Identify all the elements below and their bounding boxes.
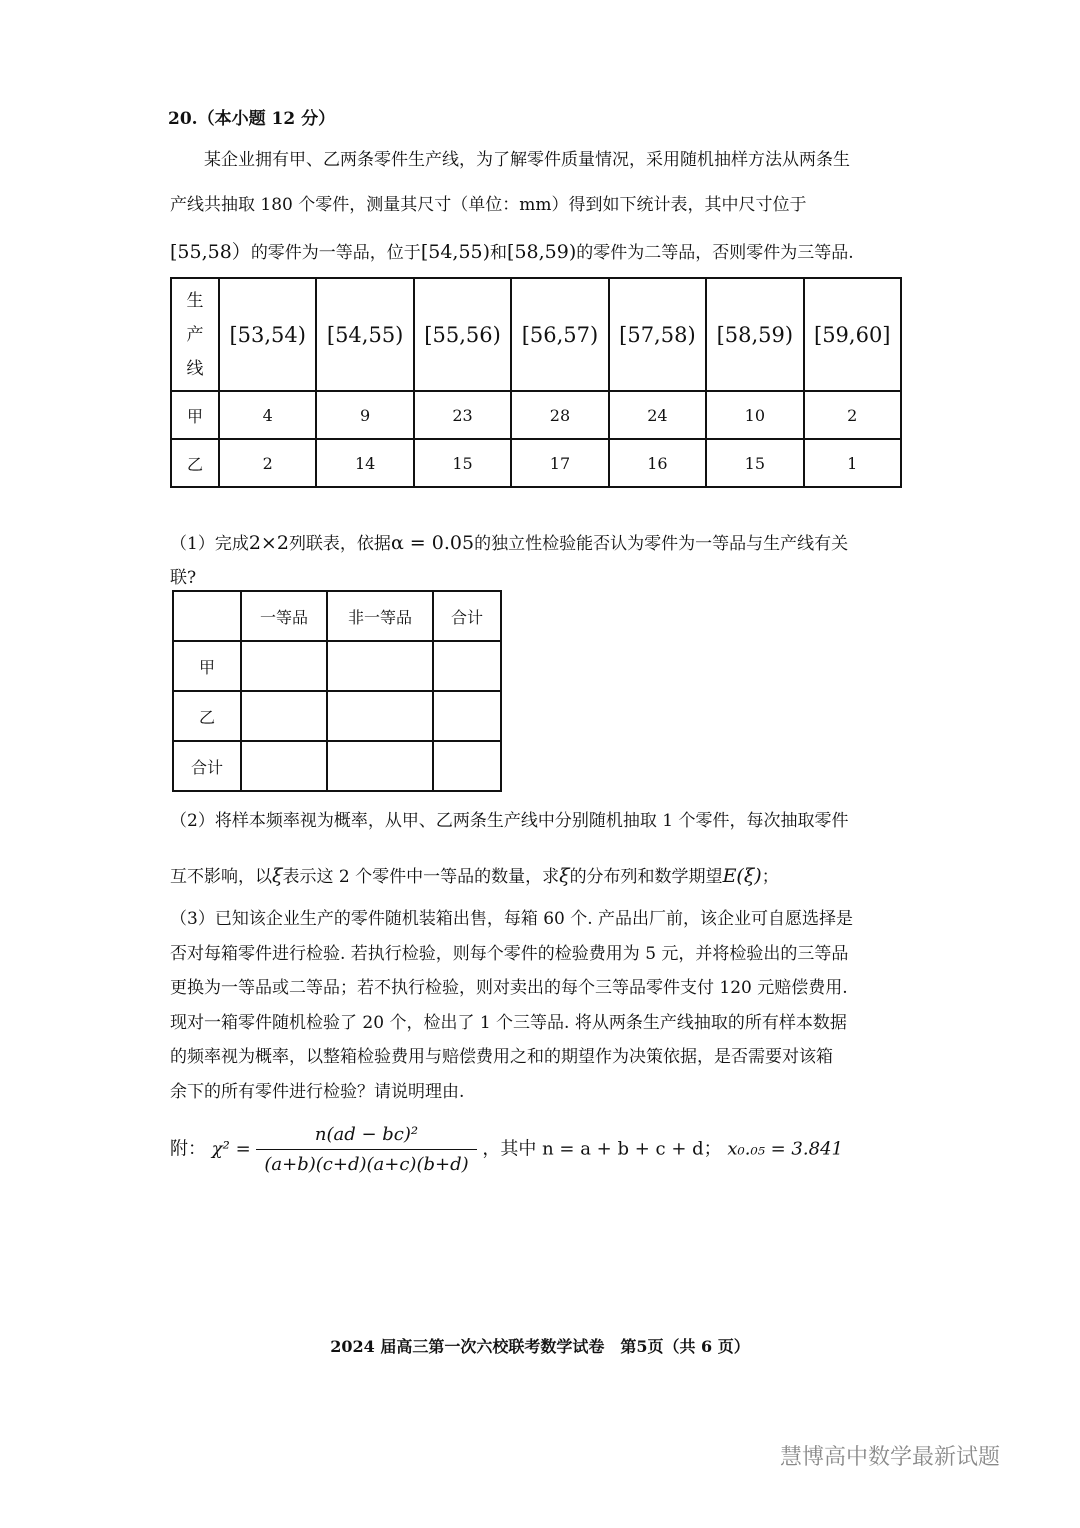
table-cell: 10 <box>706 391 803 439</box>
statistics-table <box>170 277 902 488</box>
table-cell: 1 <box>804 439 901 487</box>
empty-cell <box>327 691 433 741</box>
watermark-text: 慧博高中数学最新试题 <box>780 1445 1001 1470</box>
interval-header: [59,60] <box>804 278 901 391</box>
empty-cell <box>433 641 501 691</box>
part3-line: 否对每箱零件进行检验. 若执行检验，则每个零件的检验费用为 5 元，并将检验出的三等品 <box>170 943 849 964</box>
part-3-question <box>170 902 918 1109</box>
part2-text-b: 表示这 2 个零件中一等品的数量，求 <box>282 867 560 887</box>
empty-cell <box>433 691 501 741</box>
fraction-numerator: n(ad − bc)² <box>256 1124 476 1150</box>
table-cell: 2 <box>804 391 901 439</box>
column-header: 非一等品 <box>327 591 433 641</box>
empty-cell <box>241 641 327 691</box>
part3-line: 余下的所有零件进行检验？请说明理由. <box>170 1081 465 1102</box>
part1-text-b: 列联表，依据 <box>288 534 391 554</box>
empty-cell <box>327 741 433 791</box>
interval-header: [53,54) <box>219 278 316 391</box>
interval-header: [55,56) <box>414 278 511 391</box>
row-label: 乙 <box>173 691 241 741</box>
intro-line-3 <box>170 232 854 273</box>
appendix-formula <box>170 1124 843 1175</box>
row-header-char: 生 <box>186 290 204 311</box>
chi-square-fraction <box>256 1124 476 1175</box>
table-cell: 4 <box>219 391 316 439</box>
table-row <box>171 391 901 439</box>
row-label: 甲 <box>173 641 241 691</box>
fraction-denominator: (a+b)(c+d)(a+c)(b+d) <box>264 1154 469 1175</box>
row-label: 合计 <box>173 741 241 791</box>
part1-alpha: α = 0.05 <box>390 532 475 554</box>
part1-text-d: 联? <box>170 568 197 588</box>
part2-text-a: 互不影响，以 <box>170 867 272 887</box>
intro-text-d: 和 <box>490 243 508 263</box>
question-title: 20.（本小题 12 分） <box>168 109 336 129</box>
empty-cell <box>327 641 433 691</box>
interval-second-grade-b: [58,59) <box>507 241 577 263</box>
column-header: 一等品 <box>241 591 327 641</box>
table-cell: 24 <box>609 391 706 439</box>
chi-square-symbol: χ² = <box>211 1138 251 1160</box>
interval-header: [54,55) <box>316 278 413 391</box>
part-2-line-2 <box>170 862 912 887</box>
table-row <box>173 641 501 691</box>
part1-text-a: （1）完成 <box>170 534 249 554</box>
table-cell: 2 <box>219 439 316 487</box>
row-header-cell <box>171 278 219 391</box>
table-header-row <box>171 278 901 391</box>
row-label: 乙 <box>171 439 219 487</box>
row-header-char: 产 <box>186 324 204 345</box>
row-header-label <box>185 284 205 386</box>
table-row <box>173 691 501 741</box>
row-label: 甲 <box>171 391 219 439</box>
table-cell: 28 <box>511 391 608 439</box>
interval-header: [57,58) <box>609 278 706 391</box>
part-1-question <box>170 526 912 595</box>
corner-cell <box>173 591 241 641</box>
interval-header: [56,57) <box>511 278 608 391</box>
interval-first-grade: [55,58） <box>170 241 251 263</box>
table-row <box>171 439 901 487</box>
empty-cell <box>433 741 501 791</box>
part3-line: 更换为一等品或二等品；若不执行检验，则对卖出的每个三等品零件支付 120 元赔偿费用. <box>170 978 848 998</box>
appendix-label: 附： <box>170 1138 206 1160</box>
part1-text-c: 的独立性检验能否认为零件为一等品与生产线有关 <box>474 534 849 554</box>
table-cell: 16 <box>609 439 706 487</box>
appendix-where: ，其中 n = a + b + c + d； <box>482 1138 722 1160</box>
part3-line: 现对一箱零件随机检验了 20 个，检出了 1 个三等品. 将从两条生产线抽取的所有样本数据 <box>170 1012 847 1033</box>
table-cell: 14 <box>316 439 413 487</box>
empty-cell <box>241 691 327 741</box>
expectation-symbol: E(ξ) <box>722 865 762 887</box>
contingency-table <box>172 590 502 792</box>
table-cell: 17 <box>511 439 608 487</box>
part-2-line-1: （2）将样本频率视为概率，从甲、乙两条生产线中分别随机抽取 1 个零件，每次抽取零件 <box>170 811 849 831</box>
interval-second-grade-a: [54,55) <box>420 241 491 263</box>
table-cell: 23 <box>414 391 511 439</box>
question-intro <box>170 138 912 228</box>
table-cell: 9 <box>316 391 413 439</box>
interval-header: [58,59) <box>706 278 803 391</box>
part3-line: （3）已知该企业生产的零件随机装箱出售，每箱 60 个. 产品出厂前，该企业可自愿选择是 <box>170 909 854 929</box>
xi-symbol: ξ <box>559 865 570 887</box>
part2-text-d: ； <box>761 867 779 887</box>
table-row <box>173 741 501 791</box>
intro-text-f: 的零件为二等品，否则零件为三等品. <box>576 243 854 263</box>
xi-symbol: ξ <box>272 865 283 887</box>
table-header-row <box>173 591 501 641</box>
part2-text-c: 的分布列和数学期望 <box>569 867 723 887</box>
empty-cell <box>241 741 327 791</box>
part1-math-2x2: 2×2 <box>248 532 289 554</box>
intro-line-2: 产线共抽取 180 个零件，测量其尺寸（单位：mm）得到如下统计表，其中尺寸位于 <box>170 195 807 215</box>
intro-line-1: 某企业拥有甲、乙两条零件生产线，为了解零件质量情况，采用随机抽样方法从两条生 <box>204 150 850 170</box>
column-header: 合计 <box>433 591 501 641</box>
table-cell: 15 <box>706 439 803 487</box>
table-cell: 15 <box>414 439 511 487</box>
page-footer: 2024 届高三第一次六校联考数学试卷 第5页（共 6 页） <box>330 1337 750 1356</box>
part3-line: 的频率视为概率，以整箱检验费用与赔偿费用之和的期望作为决策依据，是否需要对该箱 <box>170 1047 833 1067</box>
critical-value: x₀.₀₅ = 3.841 <box>727 1138 843 1160</box>
row-header-char: 线 <box>186 358 204 379</box>
intro-text-b: 的零件为一等品，位于 <box>250 243 421 263</box>
